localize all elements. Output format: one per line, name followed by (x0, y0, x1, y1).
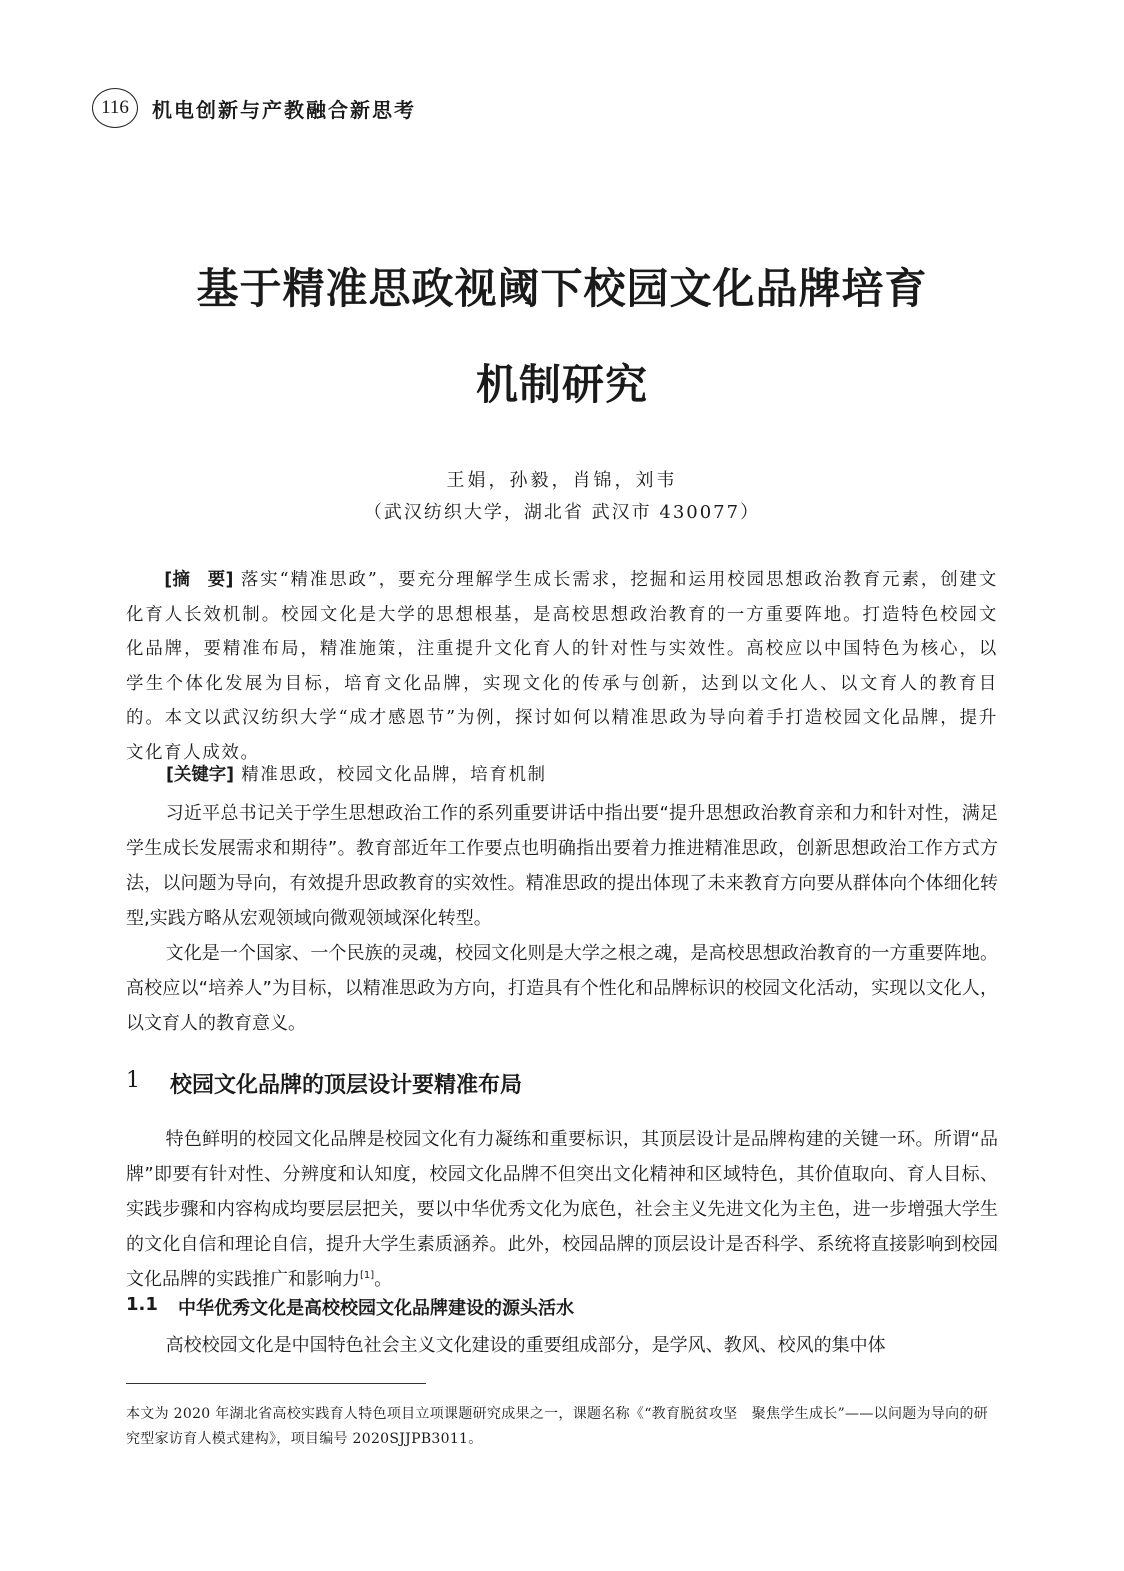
section-1-body (126, 1122, 998, 1297)
footnote-divider (126, 1383, 426, 1384)
intro-paragraph-1: 习近平总书记关于学生思想政治工作的系列重要讲话中指出要“提升思想政治教育亲和力和针对性，满足学生成长发展需求和期待”。教育部近年工作要点也明确指出要着力推进精准思政，创新思想政治工作方式方法，以问题为导向，有效提升思政教育的实效性。精准思政的提出体现了未来教育方向要从群体向个体细化转型,实践方略从宏观领域向微观领域深化转型。 (126, 803, 998, 929)
section-1-1-number: 1.1 (126, 1294, 158, 1315)
section-1-1-heading (126, 1294, 574, 1320)
running-title: 机电创新与产教融合新思考 (152, 97, 416, 122)
section-1-heading (126, 1068, 522, 1099)
section-1-paragraph-end: 。 (374, 1269, 393, 1290)
section-1-1-paragraph: 高校校园文化是中国特色社会主义文化建设的重要组成部分，是学风、教风、校风的集中体 (165, 1335, 886, 1356)
abstract-label: [摘 要] (164, 570, 234, 590)
section-1-paragraph: 特色鲜明的校园文化品牌是校园文化有力凝练和重要标识，其顶层设计是品牌构建的关键一环。所谓“品牌”即要有针对性、分辨度和认知度，校园文化品牌不但突出文化精神和区域特色，其价值取向、育人目标、实践步骤和内容构成均要层层把关，要以中华优秀文化为底色，社会主义先进文化为主色，进一步增强大学生的文化自信和理论自信，提升大学生素质涵养。此外，校园品牌的顶层设计是否科学、系统将直接影响到校园文化品牌的实践推广和影响力 (126, 1129, 998, 1290)
section-1-1-body (126, 1328, 998, 1363)
citation-1: [1] (360, 1270, 375, 1281)
keywords (166, 760, 547, 785)
abstract-text: 落实“精准思政”，要充分理解学生成长需求，挖掘和运用校园思想政治教育元素，创建文化育人长效机制。校园文化是大学的思想根基，是高校思想政治教育的一方重要阵地。打造特色校园文化品牌，要精准布局，精准施策，注重提升文化育人的针对性与实效性。高校应以中国特色为核心，以学生个体化发展为目标，培育文化品牌，实现文化的传承与创新，达到以文化人、以文育人的教育目的。本文以武汉纺织大学“成才感恩节”为例，探讨如何以精准思政为导向着手打造校园文化品牌，提升文化育人成效。 (126, 570, 999, 763)
paper-title-line-2: 机制研究 (475, 360, 648, 409)
paper-title-line-1: 基于精准思政视阈下校园文化品牌培育 (196, 264, 928, 313)
footnote: 本文为 2020 年湖北省高校实践育人特色项目立项课题研究成果之一，课题名称《“教育脱贫攻坚 聚焦学生成长”——以问题为导向的研究型家访育人模式建构》，项目编号 2020SJJPB3011。 (126, 1406, 989, 1447)
running-header (92, 88, 416, 128)
affiliation: （武汉纺织大学，湖北省 武汉市 430077） (363, 502, 761, 523)
keywords-label: [关键字] (166, 765, 235, 785)
keywords-text: 精准思政，校园文化品牌，培育机制 (234, 765, 547, 785)
section-1-number: 1 (126, 1068, 140, 1093)
abstract (126, 563, 998, 770)
introduction (126, 796, 998, 1041)
section-1-title: 校园文化品牌的顶层设计要精准布局 (170, 1072, 523, 1098)
intro-paragraph-2: 文化是一个国家、一个民族的灵魂，校园文化则是大学之根之魂，是高校思想政治教育的一方重要阵地。高校应以“培养人”为目标，以精准思政为方向，打造具有个性化和品牌标识的校园文化活动，实现以文化人，以文育人的教育意义。 (126, 943, 998, 1034)
section-1-1-title: 中华优秀文化是高校校园文化品牌建设的源头活水 (178, 1298, 574, 1319)
page-number: 116 (92, 88, 138, 128)
authors: 王娟，孙毅，肖锦，刘韦 (446, 470, 678, 491)
